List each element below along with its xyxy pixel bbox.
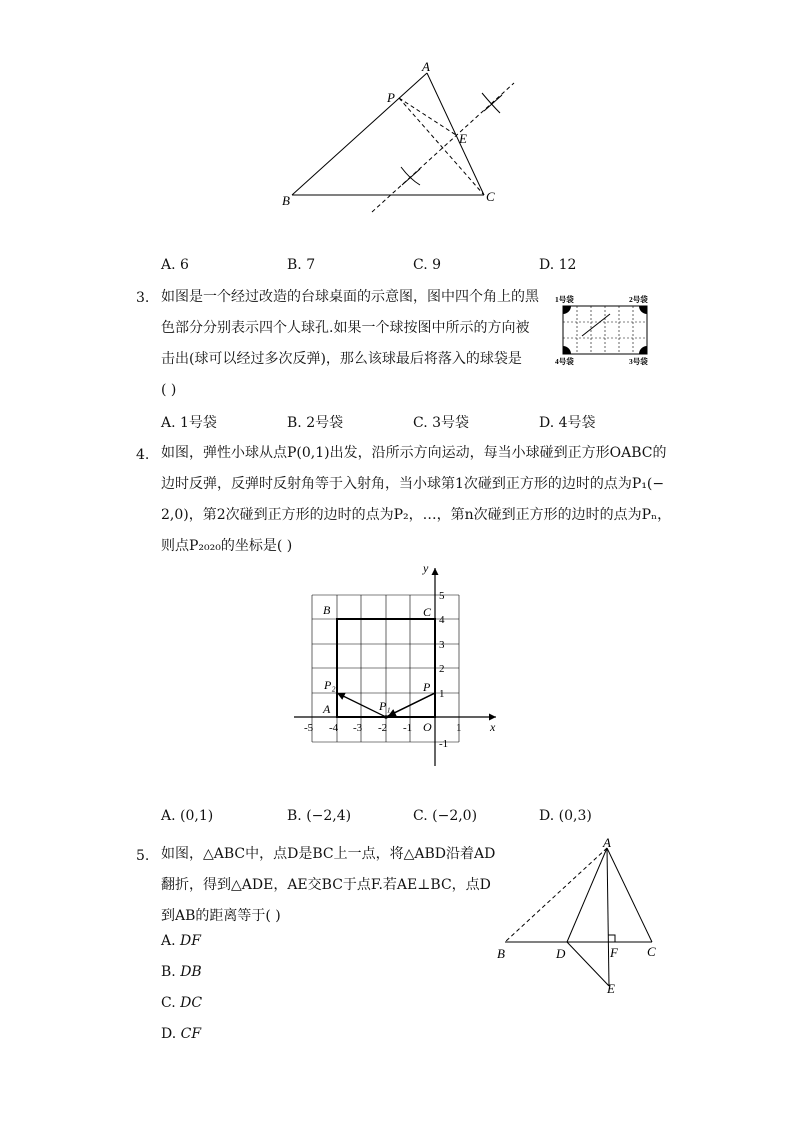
q4-y-tick: 4 — [439, 614, 445, 626]
q2-option-b[interactable] — [287, 257, 315, 273]
option-key: B. — [287, 415, 302, 431]
q4-x-tick: -2 — [378, 722, 388, 734]
q4-label-p1: P₁ — [379, 699, 391, 713]
q4-label-b: B — [323, 603, 331, 617]
q5-label-c: C — [647, 944, 656, 959]
option-key: D. — [539, 257, 555, 273]
q5-segment-de — [567, 942, 609, 986]
q4-label-a: A — [323, 702, 331, 716]
option-value: 6 — [180, 257, 189, 273]
option-value: 4号袋 — [558, 415, 596, 431]
q4-label-c: C — [423, 605, 432, 619]
q3-option-d[interactable] — [539, 412, 596, 432]
q4-x-tick: -5 — [304, 722, 314, 734]
q4-option-c[interactable] — [413, 808, 477, 824]
option-key: C. — [413, 415, 428, 431]
q4-line-2: 边时反弹，反弹时反射角等于入射角，当小球第1次碰到正方形的边时的点为P₁(− — [161, 476, 665, 492]
q4-x-tick: -1 — [403, 722, 413, 734]
q2-side-ac — [427, 73, 484, 195]
q3-pocket-label-3: 3号袋 — [629, 357, 648, 366]
option-key: A. — [161, 808, 176, 824]
q4-grid — [312, 595, 459, 742]
q3-pocket-1 — [563, 306, 571, 314]
q3-option-a[interactable] — [161, 412, 217, 432]
q3-line-1: 如图是一个经过改造的台球桌面的示意图，图中四个角上的黑 — [161, 289, 539, 305]
q2-arc-mark-2 — [401, 167, 420, 185]
q5-stem — [161, 839, 495, 932]
q4-x-tick: 1 — [456, 722, 462, 734]
q3-option-c[interactable] — [413, 412, 469, 432]
option-key: C. — [413, 257, 428, 273]
q2-label-e: E — [459, 131, 467, 146]
q2-label-c: C — [486, 189, 495, 204]
q5-segment-ab — [505, 848, 607, 942]
option-value: DF — [180, 933, 201, 949]
option-value: (−2,0) — [432, 808, 478, 824]
q4-y-tick: 5 — [439, 590, 445, 602]
option-value: 2号袋 — [306, 415, 344, 431]
q2-segment-pc — [399, 98, 484, 195]
option-key: B. — [287, 257, 302, 273]
q4-axis-x-label: x — [490, 720, 496, 734]
option-value: DB — [180, 964, 202, 980]
q5-label-b: B — [497, 946, 505, 961]
q3-line-4: ( ) — [161, 382, 177, 398]
q5-segment-ae — [607, 848, 609, 986]
q4-stem — [161, 438, 671, 562]
q4-number: 4. — [136, 447, 150, 463]
option-value: 1号袋 — [180, 415, 217, 431]
option-key: B. — [161, 964, 176, 980]
q2-label-a: A — [422, 59, 430, 74]
q5-right-angle-mark — [608, 935, 615, 942]
q4-label-p2: P₂ — [324, 678, 336, 692]
q5-label-a: A — [603, 838, 611, 850]
q4-coordinate-figure — [290, 560, 510, 772]
q2-option-c[interactable] — [413, 257, 441, 273]
option-key: D. — [539, 415, 555, 431]
option-value: 9 — [432, 257, 442, 273]
q3-option-b[interactable] — [287, 412, 343, 432]
q3-pocket-label-4: 4号袋 — [555, 357, 574, 366]
option-key: B. — [287, 808, 302, 824]
q4-y-tick: 2 — [439, 663, 445, 675]
option-key: C. — [161, 995, 176, 1011]
q5-line-1: 如图，△ABC中，点D是BC上一点，将△ABD沿着AD — [161, 846, 496, 862]
q4-x-tick: -3 — [353, 722, 363, 734]
q3-stem — [161, 282, 539, 406]
q5-option-d[interactable] — [161, 1026, 201, 1042]
q3-ball-path — [582, 314, 610, 336]
q4-x-tick: -4 — [329, 722, 339, 734]
option-key: A. — [161, 257, 176, 273]
q5-segment-ad — [567, 848, 607, 942]
q4-option-a[interactable] — [161, 808, 213, 824]
option-value: (−2,4) — [306, 808, 352, 824]
q5-option-b[interactable] — [161, 964, 202, 980]
q3-pocket-2 — [639, 306, 647, 314]
q4-ball-path-arrow-1 — [388, 693, 435, 716]
q4-line-3: 2,0)，第2次碰到正方形的边时的点为P₂，…，第n次碰到正方形的边时的点为Pₙ， — [161, 507, 672, 523]
q4-axis-y-label: y — [423, 561, 429, 575]
q5-option-a[interactable] — [161, 933, 201, 949]
q3-pocket-4 — [563, 346, 571, 354]
q5-segment-ac — [607, 848, 652, 942]
option-value: (0,1) — [180, 808, 214, 824]
q4-y-tick: 3 — [439, 639, 445, 651]
q5-line-2: 翻折，得到△ADE，AE交BC于点F.若AE⊥BC，点D — [161, 877, 491, 893]
q4-line-1: 如图，弹性小球从点P(0,1)出发，沿所示方向运动，每当小球碰到正方形OABC的 — [161, 445, 667, 461]
q3-line-3: 击出(球可以经过多次反弹)，那么该球最后将落入的球袋是 — [161, 351, 522, 367]
q3-pocket-3 — [639, 346, 647, 354]
option-key: C. — [413, 808, 428, 824]
q3-billiard-figure — [553, 292, 659, 368]
q2-label-p: P — [387, 90, 395, 105]
q5-number: 5. — [136, 848, 150, 864]
option-key: D. — [539, 808, 555, 824]
q5-triangle-figure — [490, 838, 670, 998]
q4-line-4: 则点P₂₀₂₀的坐标是( ) — [161, 538, 293, 554]
q2-triangle-figure — [270, 55, 530, 220]
q4-point-p1 — [384, 715, 388, 719]
option-value: 12 — [558, 257, 577, 273]
q4-origin-label: O — [423, 720, 432, 734]
q5-label-f: F — [610, 945, 618, 960]
q2-side-ab — [292, 73, 427, 195]
q5-option-c[interactable] — [161, 995, 202, 1011]
option-value: (0,3) — [558, 808, 592, 824]
q3-pocket-label-1: 1号袋 — [555, 295, 574, 304]
option-value: DC — [180, 995, 203, 1011]
q3-pocket-label-2: 2号袋 — [629, 295, 648, 304]
option-value: CF — [180, 1026, 202, 1042]
option-key: A. — [161, 933, 176, 949]
q4-label-p: P — [423, 680, 431, 694]
q2-option-a[interactable] — [161, 257, 189, 273]
option-key: D. — [161, 1026, 177, 1042]
q4-option-d[interactable] — [539, 808, 592, 824]
q3-line-2: 色部分分别表示四个人球孔.如果一个球按图中所示的方向被 — [161, 320, 530, 336]
option-key: A. — [161, 415, 176, 431]
q4-y-tick: 1 — [439, 688, 445, 700]
q5-label-d: D — [556, 946, 566, 961]
q2-label-b: B — [282, 193, 290, 208]
option-value: 3号袋 — [432, 415, 470, 431]
option-value: 7 — [306, 257, 316, 273]
q5-line-3: 到AB的距离等于( ) — [161, 908, 281, 924]
q3-grid — [563, 306, 647, 354]
q4-option-b[interactable] — [287, 808, 351, 824]
q3-number: 3. — [136, 290, 150, 306]
q4-y-tick: -1 — [439, 738, 449, 750]
q2-option-d[interactable] — [539, 257, 576, 273]
q5-label-e: E — [607, 981, 615, 996]
